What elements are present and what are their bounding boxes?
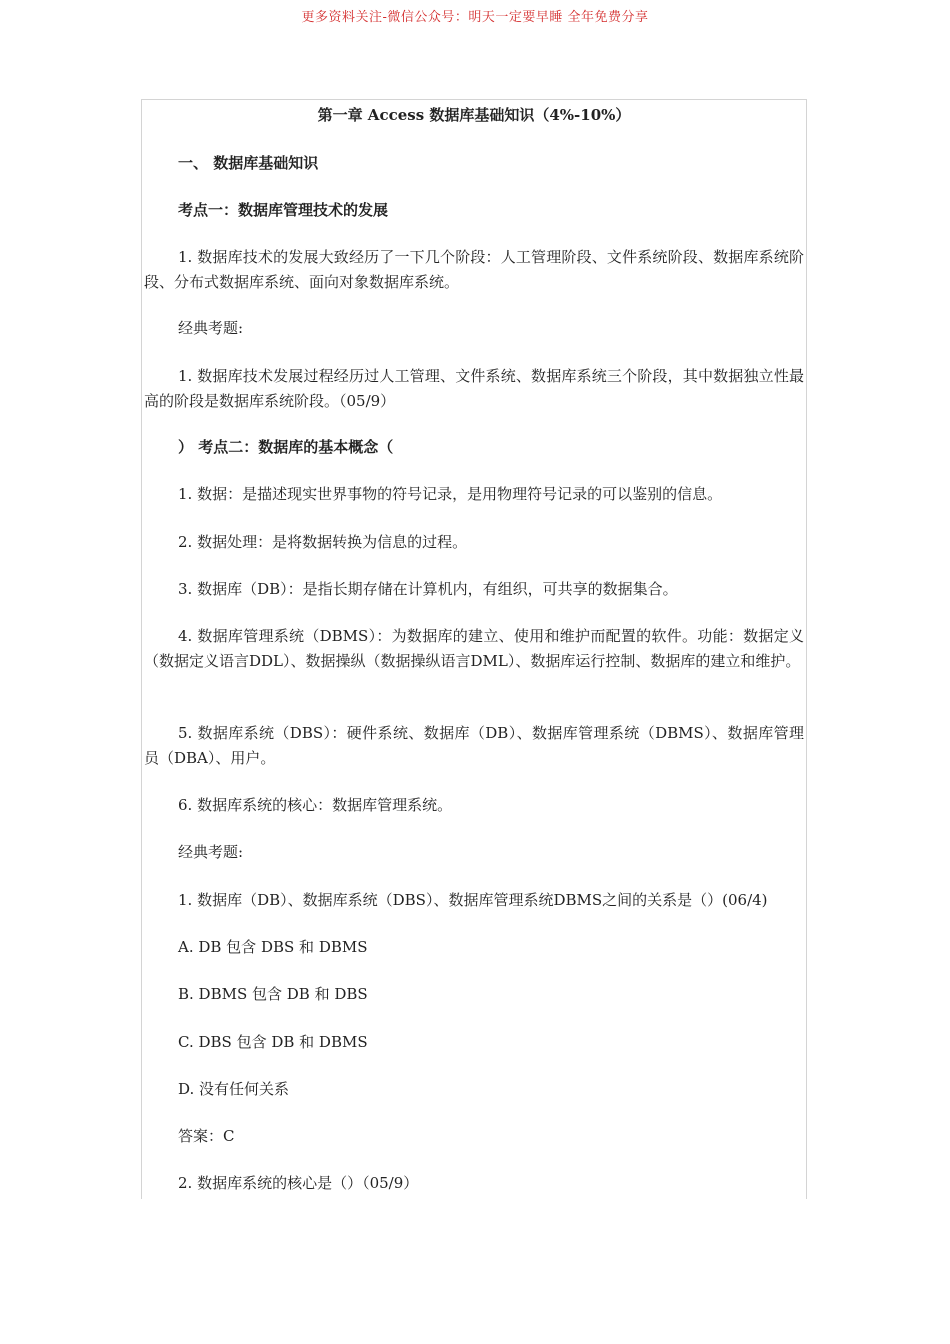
- top-banner: 更多资料关注-微信公众号：明天一定要早睡 全年免费分享: [301, 10, 649, 25]
- document-page: [141, 99, 807, 1199]
- option-a: A. DB 包含 DBS 和 DBMS: [178, 938, 368, 956]
- definition-dbs-core: 6. 数据库系统的核心：数据库管理系统。: [178, 796, 453, 814]
- chapter-title: 第一章 Access 数据库基础知识（4%-10%）: [317, 106, 631, 124]
- option-c: C. DBS 包含 DB 和 DBMS: [178, 1033, 368, 1051]
- key-point-1-title: 考点一：数据库管理技术的发展: [178, 201, 389, 219]
- classic-questions-label-1: 经典考题:: [178, 319, 244, 337]
- option-b: B. DBMS 包含 DB 和 DBS: [178, 985, 368, 1003]
- definition-database: 3. 数据库（DB）：是指长期存储在计算机内，有组织，可共享的数据集合。: [178, 580, 678, 598]
- key-point-2-title: ） 考点二：数据库的基本概念（: [178, 438, 394, 456]
- classic-questions-label-2: 经典考题:: [178, 843, 244, 861]
- definition-dbs: 5. 数据库系统（DBS）：硬件系统、数据库（DB）、数据库管理系统（DBMS）、数据库管理员（DBA）、用户。: [144, 724, 804, 767]
- option-d: D. 没有任何关系: [178, 1080, 290, 1098]
- answer: 答案：C: [178, 1127, 235, 1145]
- definition-dbms: 4. 数据库管理系统（DBMS）：为数据库的建立、使用和维护而配置的软件。功能：数据定义（数据定义语言DDL）、数据操纵（数据操纵语言DML）、数据库运行控制、数据库的建立和维护。: [144, 627, 804, 670]
- definition-data-processing: 2. 数据处理：是将数据转换为信息的过程。: [178, 533, 468, 551]
- classic-question-1: 1. 数据库技术发展过程经历过人工管理、文件系统、数据库系统三个阶段，其中数据独立性最高的阶段是数据库系统阶段。（05/9）: [144, 367, 804, 410]
- section-heading: 一、 数据库基础知识: [178, 154, 319, 172]
- classic-question-2-1: 1. 数据库（DB）、数据库系统（DBS）、数据库管理系统DBMS之间的关系是（）(06/4): [178, 891, 768, 909]
- key-point-1-paragraph: 1. 数据库技术的发展大致经历了一下几个阶段：人工管理阶段、文件系统阶段、数据库系统阶段、分布式数据库系统、面向对象数据库系统。: [144, 248, 804, 291]
- definition-data: 1. 数据：是描述现实世界事物的符号记录，是用物理符号记录的可以鉴别的信息。: [178, 485, 723, 503]
- classic-question-2-2: 2. 数据库系统的核心是（）（05/9）: [178, 1174, 419, 1192]
